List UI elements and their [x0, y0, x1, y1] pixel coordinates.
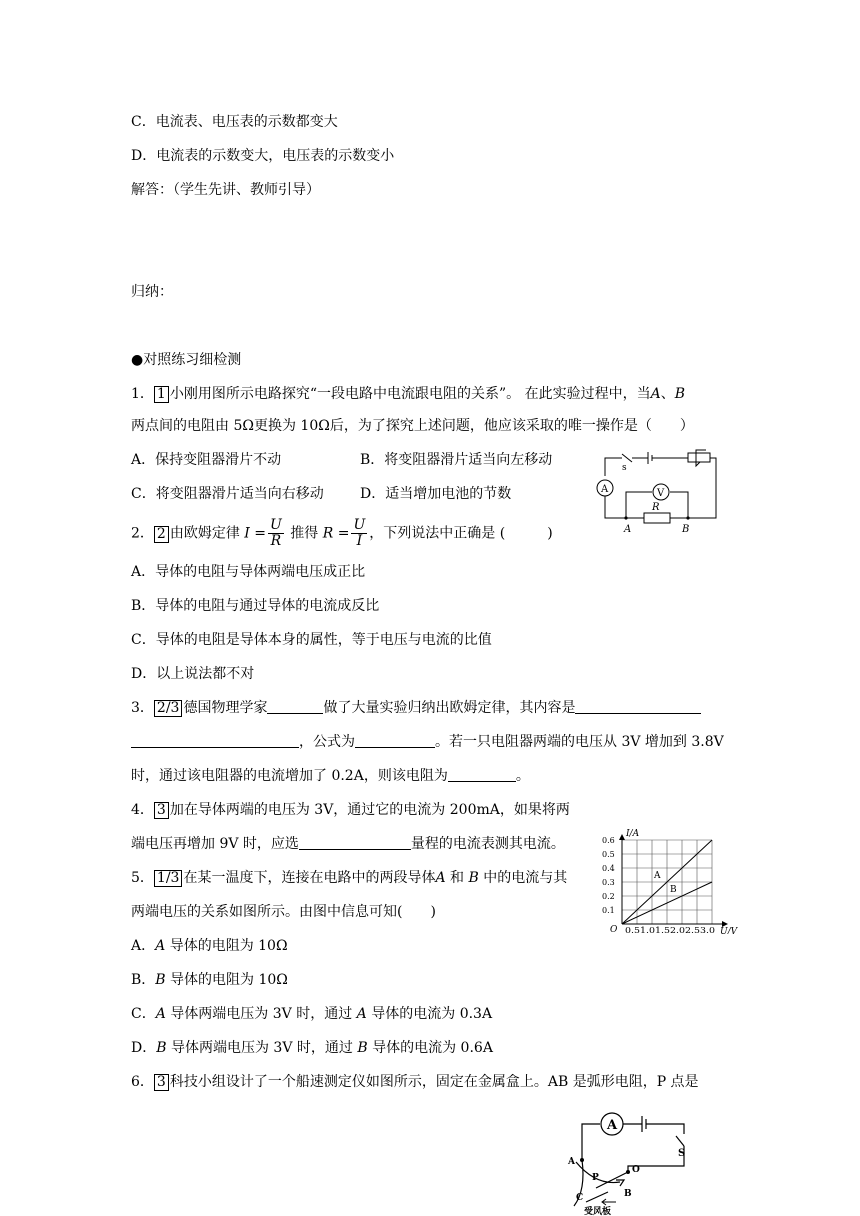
q6-fig-b: B — [624, 1189, 632, 1199]
q2-option-d: D．以上说法都不对 — [131, 666, 255, 682]
q5-and: 和 — [445, 870, 469, 886]
q3-t3: ，公式为 — [299, 734, 355, 750]
q6-fig-o: O — [632, 1165, 640, 1175]
q5-ylabel: I/A — [626, 829, 640, 839]
q2-mid: 推得 — [285, 525, 319, 542]
q1-option-c: C．将变阻器滑片适当向右移动 — [131, 486, 324, 502]
q6-tag: 3 — [154, 1074, 169, 1091]
q3-line3 — [131, 766, 530, 786]
q1-line2: 两点间的电阻由 5Ω更换为 10Ω后，为了探究上述问题，他应该采取的唯一操作是（ ） — [131, 418, 694, 434]
q4-line1 — [131, 800, 570, 820]
q3-t1: 德国物理学家 — [183, 700, 268, 716]
q1-var-b: B — [674, 386, 686, 402]
q3-t6: 。 — [515, 768, 530, 784]
q5-ytick: 0.2 — [602, 892, 615, 901]
q1-text: 小刚用图所示电路探究“一段电路中电流跟电阻的关系”。 在此实验过程中，当 — [169, 386, 651, 402]
q2-formula1-lhs: I = — [244, 525, 267, 542]
q5-option-c — [131, 1004, 492, 1024]
q2-post: ，下列说法中正确是 ( ) — [369, 525, 553, 542]
q1-fig-voltmeter: V — [657, 488, 665, 499]
q2-formula2-lhs: R = — [322, 525, 350, 542]
q5-d-var2: B — [357, 1040, 368, 1056]
q5-d-pre: D． — [131, 1040, 157, 1056]
q4-blank-range — [299, 835, 411, 850]
q5-d-mid: 导体两端电压为 3V 时，通过 — [166, 1040, 358, 1056]
q3-tag: 2/3 — [154, 700, 183, 717]
q5-b-var: B — [155, 972, 166, 988]
q5-c-var2: A — [356, 1006, 367, 1022]
q4-line2 — [131, 834, 565, 854]
q5-line2: 两端电压的关系如图所示。由图中信息可知( ) — [131, 904, 436, 920]
q5-ytick: 0.3 — [602, 878, 615, 887]
q5-a-pre: A． — [131, 938, 156, 954]
q2-tag: 2 — [154, 526, 169, 543]
q2-formula2-frac — [351, 518, 367, 549]
q6-line1 — [131, 1072, 699, 1092]
q2-option-a: A．导体的电阻与导体两端电压成正比 — [131, 564, 366, 580]
q5-c-mid: 导体两端电压为 3V 时，通过 — [165, 1006, 357, 1022]
q5-ytick: 0.5 — [602, 850, 615, 859]
q5-origin: O — [610, 925, 618, 934]
q6-fig-c: C — [576, 1193, 584, 1203]
q2-formula1-frac — [268, 518, 284, 549]
q3-blank-formula — [355, 733, 435, 748]
q2-f2-num: U — [353, 517, 366, 533]
q2-f1-den: R — [270, 533, 282, 549]
q3-number: 3． — [131, 700, 154, 716]
q6-fig-ammeter: A — [607, 1118, 618, 1133]
q3-blank-scientist — [267, 699, 323, 714]
q1-fig-s: s — [622, 463, 627, 473]
q3-blank-content-a — [575, 699, 701, 714]
q5-text1a: 在某一温度下，连接在电路中的两段导体 — [183, 870, 436, 886]
q5-ytick: 0.1 — [602, 906, 615, 915]
q5-c-pre: C． — [131, 1006, 156, 1022]
q1-fig-ammeter: A — [601, 484, 609, 495]
q1-option-d: D．适当增加电池的节数 — [360, 486, 512, 502]
q1-number: 1． — [131, 386, 154, 402]
q5-xlabel: U/V — [720, 927, 738, 934]
q5-tag: 1/3 — [154, 870, 183, 887]
q4-number: 4． — [131, 802, 154, 818]
q5-var-b: B — [468, 870, 479, 886]
q5-iu-graph — [596, 822, 746, 934]
q6-number: 6． — [131, 1074, 154, 1090]
q5-var-a: A — [435, 870, 446, 886]
q1-fig-b: B — [682, 524, 690, 534]
q5-option-d — [131, 1038, 493, 1058]
q2-option-c: C．导体的电阻是导体本身的属性，等于电压与电流的比值 — [131, 632, 492, 648]
q5-a-var: A — [155, 938, 166, 954]
option-c-prev: C．电流表、电压表的示数都变大 — [131, 114, 338, 130]
q3-t4: 。若一只电阻器两端的电压从 3V 增加到 3.8V — [435, 734, 724, 750]
q5-option-a — [131, 936, 288, 956]
q2-pre: 由欧姆定律 — [169, 525, 240, 542]
q5-line1 — [131, 868, 567, 888]
q2-line1 — [131, 518, 553, 549]
q5-label-b: B — [670, 885, 677, 895]
q6-fig-s: S — [678, 1148, 686, 1159]
q1-option-b: B．将变阻器滑片适当向左移动 — [360, 452, 553, 468]
section-title: ●对照练习细检测 — [131, 352, 242, 368]
q5-text1b: 中的电流与其 — [478, 870, 568, 886]
q5-option-b — [131, 970, 288, 990]
q3-line1 — [131, 698, 701, 718]
q3-blank-content-b — [131, 733, 299, 748]
q1-fig-r: R — [652, 502, 660, 513]
q5-a-post: 导体的电阻为 10Ω — [165, 938, 288, 954]
q1-circuit-diagram — [592, 448, 732, 534]
q6-fig-a: A — [568, 1157, 575, 1167]
q2-option-b: B．导体的电阻与通过导体的电流成反比 — [131, 598, 380, 614]
q2-f2-den: I — [356, 533, 363, 549]
q5-b-post: 导体的电阻为 10Ω — [165, 972, 288, 988]
q1-tag: 1 — [154, 386, 169, 403]
q3-line2 — [131, 732, 724, 752]
q2-f1-num: U — [270, 517, 282, 533]
option-d-prev: D．电流表的示数变大，电压表的示数变小 — [131, 148, 395, 164]
q6-fig-board: 受风板 — [584, 1207, 612, 1216]
q3-t5: 时，通过该电阻器的电流增加了 0.2A，则该电阻为 — [131, 768, 448, 784]
q2-number: 2． — [131, 525, 154, 542]
q5-number: 5． — [131, 870, 154, 886]
q3-blank-resistance — [448, 767, 516, 782]
q5-ytick: 0.6 — [602, 836, 615, 845]
q5-b-pre: B． — [131, 972, 156, 988]
q6-speed-meter-diagram — [556, 1106, 696, 1216]
q5-c-var: A — [155, 1006, 166, 1022]
q1-fig-a: A — [624, 524, 632, 534]
q5-ytick: 0.4 — [602, 864, 615, 873]
q1-var-a: A — [650, 386, 661, 402]
q4-tag: 3 — [154, 802, 169, 819]
q6-text1: 科技小组设计了一个船速测定仪如图所示，固定在金属盒上。AB 是弧形电阻，P 点是 — [169, 1074, 699, 1090]
q5-c-post: 导体的电流为 0.3A — [366, 1006, 493, 1022]
q1-sep: 、 — [660, 386, 675, 402]
answer-line: 解答：（学生先讲、教师引导） — [131, 182, 320, 198]
q1-option-a: A．保持变阻器滑片不动 — [131, 452, 282, 468]
q4-text2b: 量程的电流表测其电流。 — [410, 836, 565, 852]
q4-text2a: 端电压再增加 9V 时，应选 — [131, 836, 299, 852]
q5-label-a: A — [654, 871, 661, 881]
summary-line: 归纳： — [131, 284, 173, 300]
q5-d-post: 导体的电流为 0.6A — [367, 1040, 493, 1056]
q4-text1: 加在导体两端的电压为 3V，通过它的电流为 200mA，如果将两 — [169, 802, 570, 818]
q3-t2: 做了大量实验归纳出欧姆定律，其内容是 — [323, 700, 576, 716]
q5-xticks: 0.51.01.52.02.53.0 — [625, 926, 715, 934]
q1-line1 — [131, 384, 685, 404]
q6-fig-p: P — [592, 1173, 599, 1183]
q5-d-var: B — [156, 1040, 167, 1056]
